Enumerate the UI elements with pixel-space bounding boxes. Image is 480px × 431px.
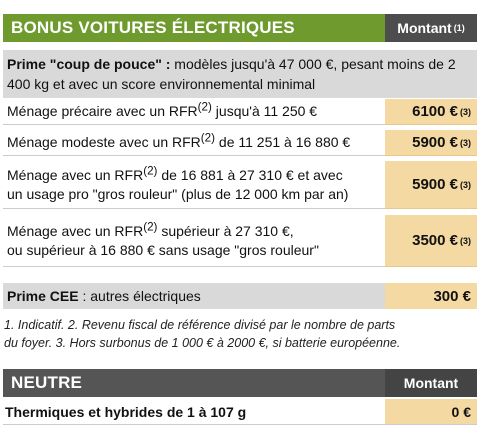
prime-coup-de-pouce-intro xyxy=(3,50,477,98)
row-amount-value: 300 € xyxy=(433,287,471,305)
row-amount: 3500 € (3) xyxy=(385,215,477,267)
intro-bold: Prime "coup de pouce" : xyxy=(7,56,171,72)
prime-cee-row xyxy=(3,283,477,309)
row-label xyxy=(3,99,385,125)
row-label xyxy=(3,161,385,209)
row-label xyxy=(3,130,385,156)
row-label-text xyxy=(7,133,350,152)
neutre-header xyxy=(3,369,477,397)
row-label xyxy=(3,283,385,309)
bonus-title: BONUS VOITURES ÉLECTRIQUES xyxy=(11,18,295,37)
row-label-part: supérieur à 27 310 €, xyxy=(157,222,294,239)
row-amount xyxy=(385,283,477,309)
neutre-title: NEUTRE xyxy=(11,373,83,392)
row-label: Thermiques et hybrides de 1 à 107 g xyxy=(5,403,247,420)
row-amount-value: 3500 € xyxy=(412,232,458,249)
row-label-note: (2) xyxy=(197,100,212,114)
row-amount-value: 6100 € xyxy=(412,103,458,120)
neutre-row xyxy=(3,399,477,425)
row-amount: 5900 € (3) xyxy=(385,130,477,156)
footnote-line: 1. Indicatif. 2. Revenu fiscal de référence divisé par le nombre de parts xyxy=(4,318,396,332)
footnote-line: du foyer. 3. Hors surbonus de 1 000 € à 2000 €, si batterie européenne. xyxy=(4,336,401,350)
table-row xyxy=(3,130,477,156)
row-label-part: jusqu'à 11 250 € xyxy=(211,103,318,119)
row-label xyxy=(3,215,385,267)
row-label-note: (2) xyxy=(143,219,158,233)
row-label-part: Ménage avec un RFR xyxy=(7,222,144,239)
row-label-part: de 11 251 à 16 880 € xyxy=(215,134,351,150)
row-label-note: (2) xyxy=(200,131,216,145)
row-label-part: Ménage modeste avec un RFR xyxy=(7,134,201,150)
table-row xyxy=(3,99,477,125)
row-label-part: Ménage avec un RFR xyxy=(7,166,144,183)
row-label-part: un usage pro "gros rouleur" (plus de 12 000 km par an) xyxy=(7,185,349,202)
cee-bold: Prime CEE xyxy=(7,287,79,304)
row-label-part: ou supérieur à 16 880 € sans usage "gros rouleur" xyxy=(7,241,319,258)
row-label-text xyxy=(7,219,319,260)
cee-text: : autres électriques xyxy=(78,287,201,304)
amount-header-label: Montant xyxy=(397,20,452,36)
amount-column-header: Montant (1) xyxy=(385,14,477,42)
row-label-text xyxy=(7,102,317,121)
table-row xyxy=(3,215,477,267)
row-label-part: Ménage précaire avec un RFR xyxy=(7,103,198,119)
row-amount: 5900 € (3) xyxy=(385,161,477,209)
intro-body: modèles jusqu'à 47 000 €, pesant moins de 2 400 kg et avec un score environnemental minimal xyxy=(7,56,456,92)
row-amount: 6100 € (3) xyxy=(385,99,477,125)
intro-text xyxy=(7,54,473,94)
row-label-note: (2) xyxy=(143,163,158,177)
neutre-amount-header: Montant xyxy=(385,369,477,397)
row-label-part: de 16 881 à 27 310 € et avec xyxy=(157,166,343,183)
row-amount: 0 € xyxy=(385,399,477,424)
table-row xyxy=(3,161,477,209)
row-label-text xyxy=(7,287,201,306)
row-label-text xyxy=(7,163,349,204)
bonus-header xyxy=(3,14,477,42)
footnotes xyxy=(4,316,476,352)
row-amount-value: 5900 € xyxy=(412,176,458,193)
row-amount-value: 5900 € xyxy=(412,134,458,151)
